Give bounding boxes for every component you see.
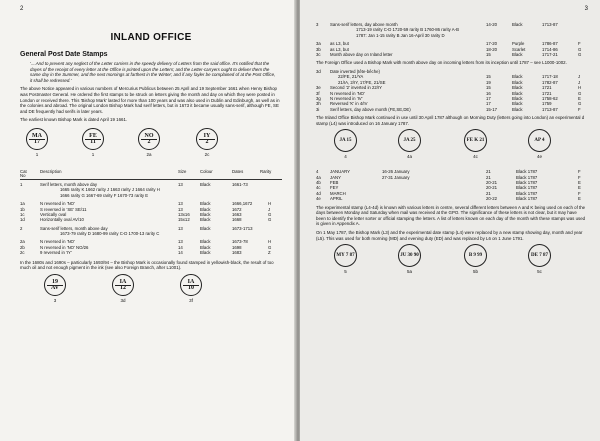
table-row: 4c FEY 20-21 Black 1787 E: [316, 185, 581, 191]
right-page: [300, 0, 600, 441]
stamp-catalogue-table: [316, 69, 586, 112]
dated-year-stamp: B 9 99 5b: [464, 244, 487, 274]
experimental-stamp-paragraph: The experimental stamp (L4-4d) is known with various letters in centre, several different letters between A and K being used on each of the days between Monday and Saturday when mail was received at the GPO. The significance of these letters is not clear, but it may have been to identify the letter sorter or official stamping the letters. A list of letters known on each day of the month with these stamps was used is given in Appendix A.: [316, 204, 586, 227]
stamp-illustrations-bottom: [316, 244, 586, 282]
table-row: 3b as L3, but 18-20 Scarlet 1714-86 G: [316, 46, 582, 52]
left-page: [0, 0, 296, 441]
quote-paragraph: '....And to prevent any neglect of the Letter carriers in the speedy delivery of Letters from the said office. It's notified that the dayes of the receipt of every letter at the Office is printed upon the Letters; and the Letter-carryers ought to deliver them the same day in the Summer, and the next mornings at farthest in the Winter; and if any fayler be complained of at the Post Office, it shall be redressed.': [30, 61, 276, 83]
table-row: 22/FE, 21/YA 15 Black 1717-18 J: [338, 74, 581, 80]
dated-year-stamp: JU 30 90 5a: [398, 244, 421, 274]
earliest-paragraph: The earliest known Bishop Mark is dated April 19 1661.: [20, 117, 128, 123]
table-row: 1b S reversed in 'SE' SE/11 13 Black 1672 J: [20, 206, 271, 212]
table-row: 4 JANUARY 16-26 January 21 Black 1787 F: [316, 169, 581, 175]
stamp-catalogue-table: [316, 22, 586, 57]
stamp-illustrations-bottom: [20, 274, 282, 314]
table-row: 1c Vertically oval 13x16 Black 1663 G: [20, 211, 272, 217]
foreign-office-paragraph: The Foreign Office used a Bishop Mark with month above day on incoming letters from its inception until 1787 – see L1000-1002.: [316, 60, 567, 66]
table-row: 3e Second '2' inverted in 22/IY 15 Black 1721 H: [316, 85, 582, 91]
table-row: 3 Sans-serif letters, day above month 14-20 Black 1713-87: [316, 22, 558, 27]
table-row: 4a JANY 27-31 January 21 Black 1787 F: [316, 174, 581, 180]
bishop-mark-stamp: 19 AV 3: [44, 274, 66, 303]
dated-year-stamp: DE 7 87 5c: [528, 244, 551, 274]
table-header: Cat No Description Size Colour Dates Rarity: [20, 170, 282, 180]
intro-paragraph: The above Notice appeared in various numbers of Mercurius Publicus between 25 April and 19 September 1661 when Henry Bishop was Postmaster General. He ordered the first stamps to be struck on letters giving the month and day on which they were posted in London or received there. This 'Bishop Mark' lasted for more than 100 years and was also used in Dublin and Edinburgh, as well as in the colonies and abroad. The original London Bishop Mark had serif letters, but in 1673 it became usually sans-serif, although FE, SE and DE frequently had serifs in later years.: [20, 86, 280, 114]
bishop-mark-stamp: NO 2 2a: [138, 128, 160, 157]
experimental-date-stamp: JA 25 4a: [398, 129, 421, 159]
inland-office-paragraph: The Inland Office Bishop Mark continued in use until 30 April 1787 although on Morning Duty (letters going into London) an experimental d stamp (L4) was introduced on 16 January 1787.: [316, 115, 585, 126]
dated-year-stamp: MY 7 87 5: [334, 244, 357, 274]
page-number-left: 2: [20, 6, 24, 12]
bishop-mark-stamp: IA 10 3f: [180, 274, 202, 303]
table-row: 2 Sans-serif letters, month above day 13 Black 1673-1713: [20, 225, 253, 231]
table-row: 2c 9 reversed in 'IY' 14 Black 1683 Z: [20, 250, 271, 256]
table-row: 3i Serif letters, day above month (FE,SE,DE) 15-17 Black 1713-87 F: [316, 106, 581, 112]
bishop-mark-stamp: FE 11 1: [82, 128, 104, 157]
rarity-note: 1713-19 rarity C-D 1720-59 rarity B 1760-86 rarity A-B: [356, 27, 459, 33]
bishop-mark-stamp: IA 12 3d: [112, 274, 134, 303]
page-number-right: 3: [584, 6, 588, 12]
section-heading: General Post Date Stamps: [20, 51, 108, 58]
table-row: 21/IA, 2/IY, 17/FE, 21/SE 19 Black 1782-87 J: [338, 79, 581, 85]
stamp-illustrations-mid: [316, 129, 586, 167]
table-row: 2b N reversed in 'NO' NO/26 14 Black 1698 G: [20, 244, 272, 250]
table-row: 3h Reversed 'K' in 4/IV 17 Black 1759 G: [316, 101, 582, 107]
replacement-paragraph: On 1 May 1787, the Bishop Mark (L3) and the experimental date stamp (L4) were replaced by a new stamp showing day, month and year (L5). This was used for both morning (MD) and evening duty (ED) and was replaced by L6 on 1 June 1791.: [316, 229, 583, 241]
experimental-date-stamp: AP 4 4e: [528, 129, 551, 159]
table-row: 4d MARCH 21 Black 1787 F: [316, 190, 581, 196]
table-row: 1 Serif letters, month above day 13 Black 1661-73: [20, 181, 248, 187]
rarity-note: 1787: Jan 1-15 rarity B Jan 16-April 30 rarity D: [356, 32, 445, 38]
page-title: INLAND OFFICE: [110, 32, 192, 43]
bishop-mark-stamp: MA 17 1: [26, 128, 48, 157]
experimental-date-stamp: FE K 21 4c: [464, 129, 487, 159]
rarity-note: 1666 rarity G 1667-69 rarity F 1670-73 rarity E: [60, 192, 149, 198]
table-row: 4e APRIL 20-22 Black 1787 E: [316, 196, 581, 202]
ink-paragraph: In the 1680s and 1690s – particularly 1693/94 – the Bishop Mark is occasionally found stamped in yellowish-black, the result of too much oil and not enough pigment in the ink (see also Foreign Branch, after L1001).: [20, 259, 274, 271]
table-row: 3f N reversed in 'NO' 16 Black 1721 G: [316, 90, 582, 96]
stamp-catalogue-table: [20, 170, 282, 256]
table-row: 3g N reversed in 'IV' 17 Black 1758-62 E: [316, 95, 581, 101]
table-row: 1a N reversed in 'NO' 13 Black 1666,1672 H: [20, 201, 272, 207]
bishop-mark-stamp: IY 2 2c: [196, 128, 218, 157]
rarity-note: 1665 rarity K 1662 rarity J 1663 rarity J 1664 rarity H: [60, 187, 160, 193]
table-row: 1d Horizontally oval AV/10 15x12 Black 1668 G: [20, 217, 272, 223]
table-row: 2a N reversed in 'NO' 13 Black 1673-78 H: [20, 239, 272, 245]
stamp-illustrations-top: [20, 126, 282, 166]
experimental-date-stamp: JA 15 4: [334, 129, 357, 159]
stamp-catalogue-table: [316, 169, 586, 201]
table-row: 4b FEB 20-21 Black 1787 E: [316, 180, 581, 186]
table-row: 3c Month above day on Inland letter 15 Black 1717-21 G: [316, 51, 582, 57]
table-row: 3a as L3, but 17-20 Purple 1786-87 F: [316, 41, 581, 47]
table-row: 3d Date inverted (tête-bêche): [316, 68, 380, 74]
rarity-note: 1673-79 rarity D 1680-99 rarity C-D 1700-13 rarity C: [60, 231, 160, 237]
